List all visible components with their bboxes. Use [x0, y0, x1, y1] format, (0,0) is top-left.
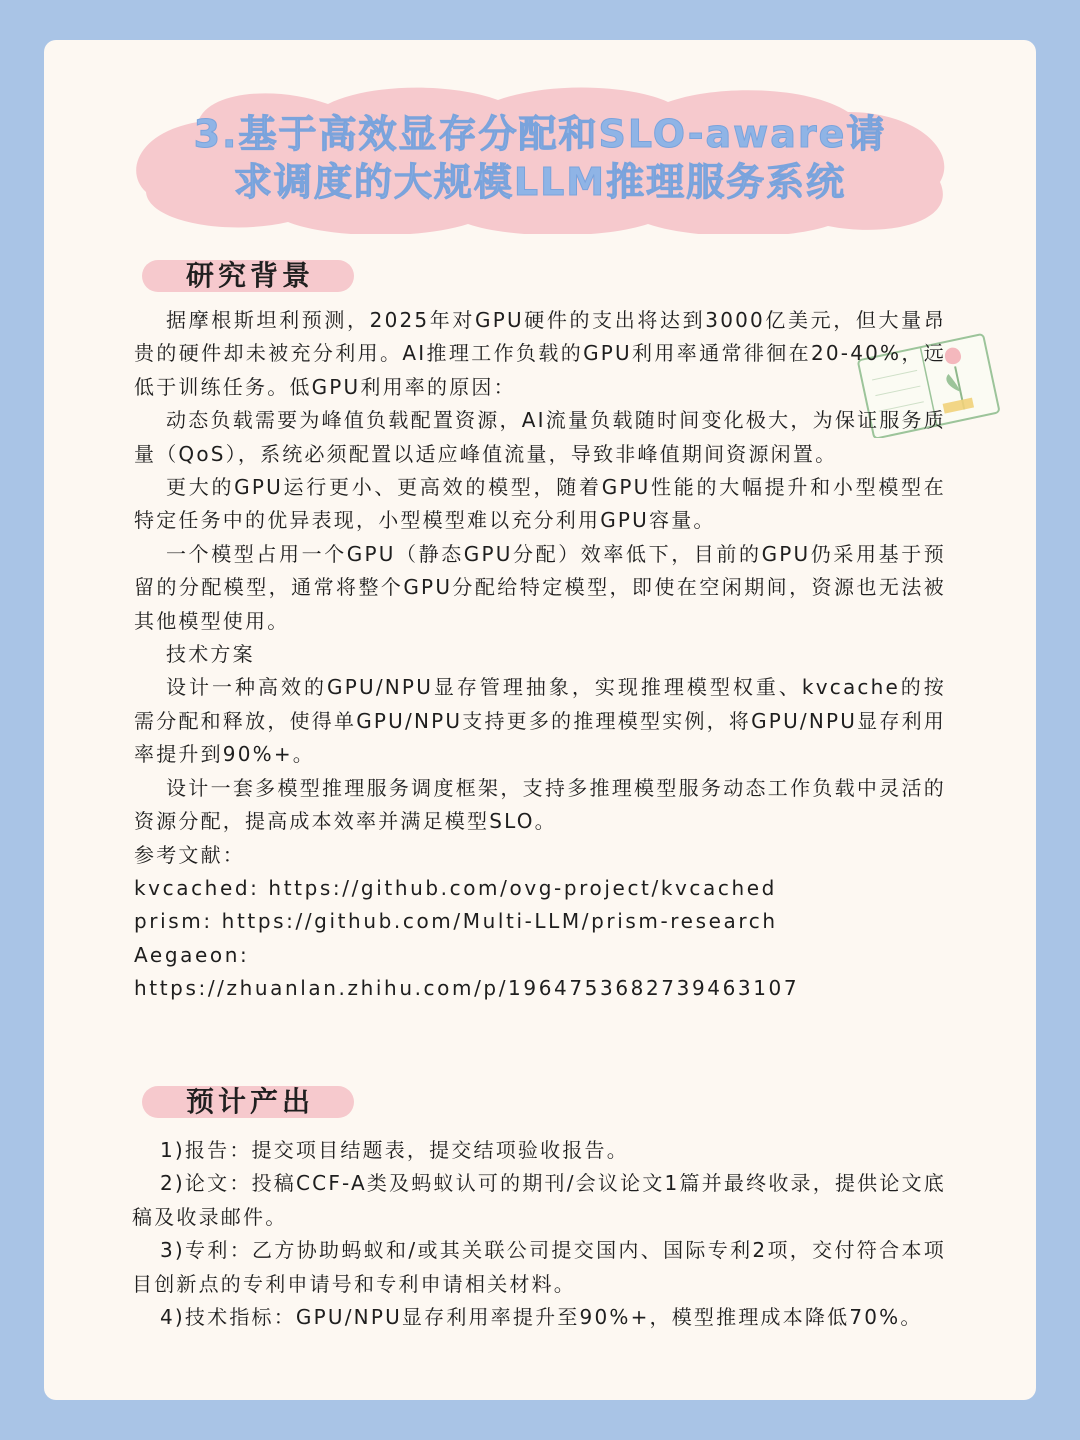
background-paragraph: 更大的GPU运行更小、更高效的模型，随着GPU性能的大幅提升和小型模型在特定任务中的优异表现，小型模型难以充分利用GPU容量。: [134, 475, 946, 533]
title-banner: [128, 82, 952, 234]
output-item: 4)技术指标：GPU/NPU显存利用率提升至90%+，模型推理成本降低70%。: [160, 1305, 923, 1330]
reference-item: prism: https://github.com/Multi-LLM/prism-research: [134, 909, 778, 934]
references-heading: 参考文献：: [134, 842, 245, 867]
reference-item: Aegaeon:: [134, 942, 250, 967]
section-heading-output: [142, 1082, 362, 1122]
page-title: [128, 110, 952, 206]
output-body: [132, 1134, 946, 1334]
section-heading-background: [142, 256, 362, 296]
section-heading-text: 预计产出: [186, 1085, 315, 1118]
background-paragraph: 动态负载需要为峰值负载配置资源，AI流量负载随时间变化极大，为保证服务质量（QoS），系统必须配置以适应峰值流量，导致非峰值期间资源闲置。: [134, 408, 946, 466]
output-item: 3)专利：乙方协助蚂蚁和/或其关联公司提交国内、国际专利2项，交付符合本项目创新点的专利申请号和专利申请相关材料。: [132, 1238, 946, 1296]
tech-plan-heading: 技术方案: [166, 642, 255, 667]
title-line-2: 求调度的大规模LLM推理服务系统: [233, 160, 847, 204]
background-paragraph: 据摩根斯坦利预测，2025年对GPU硬件的支出将达到3000亿美元，但大量昂贵的硬件却未被充分利用。AI推理工作负载的GPU利用率通常徘徊在20-40%，远低于训练任务。低GPU利用率的原因：: [134, 308, 946, 399]
reference-item: kvcached: https://github.com/ovg-project/kvcached: [134, 875, 777, 900]
title-line-1: 3.基于高效显存分配和SLO-aware请: [193, 112, 887, 156]
background-body: [134, 304, 946, 1006]
background-paragraph: 设计一套多模型推理服务调度框架，支持多推理模型服务动态工作负载中灵活的资源分配，提高成本效率并满足模型SLO。: [134, 775, 946, 834]
output-item: 1)报告：提交项目结题表，提交结项验收报告。: [160, 1138, 629, 1162]
reference-item: https://zhuanlan.zhihu.com/p/1964753682739463107: [134, 976, 800, 1001]
background-paragraph: 设计一种高效的GPU/NPU显存管理抽象，实现推理模型权重、kvcache的按需分配和释放，使得单GPU/NPU支持更多的推理模型实例，将GPU/NPU显存利用率提升到90%+。: [134, 675, 946, 767]
section-heading-text: 研究背景: [186, 259, 315, 292]
output-item: 2)论文：投稿CCF-A类及蚂蚁认可的期刊/会议论文1篇并最终收录，提供论文底稿及收录邮件。: [132, 1171, 946, 1229]
background-paragraph: 一个模型占用一个GPU（静态GPU分配）效率低下，目前的GPU仍采用基于预留的分配模型，通常将整个GPU分配给特定模型，即使在空闲期间，资源也无法被其他模型使用。: [134, 541, 946, 633]
